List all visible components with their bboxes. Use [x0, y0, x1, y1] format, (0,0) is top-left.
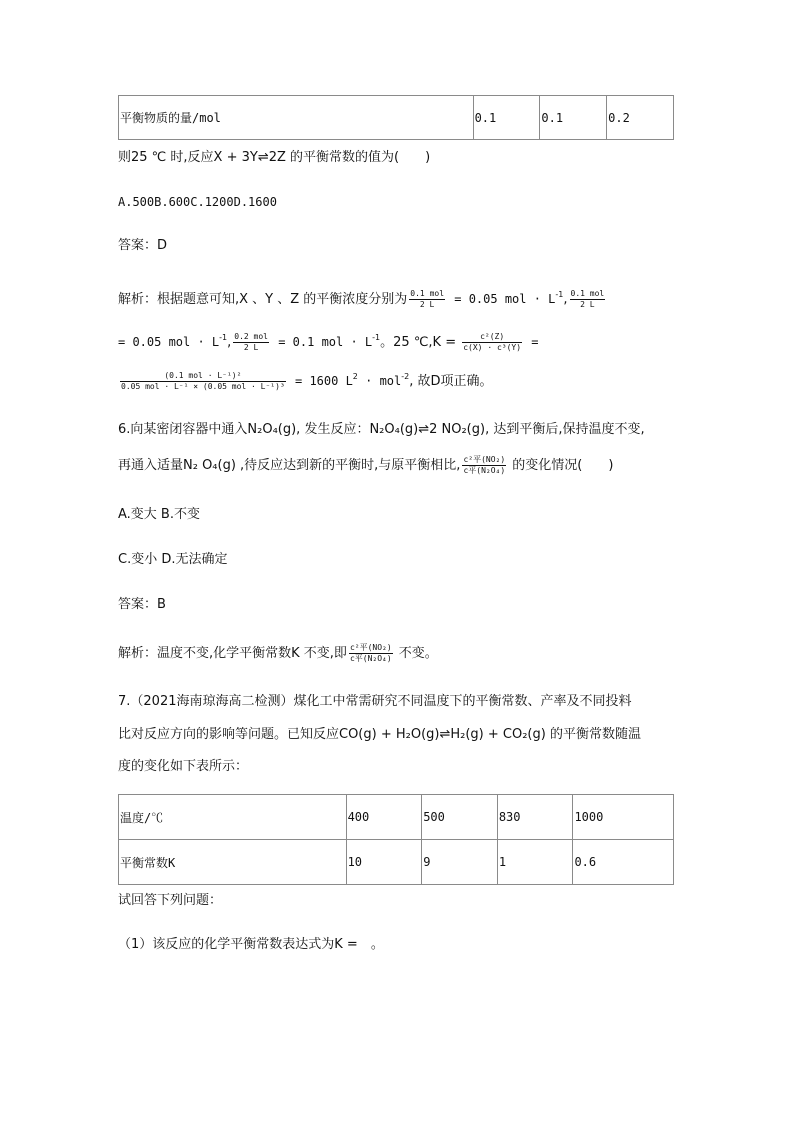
analysis-text: = 0.1 mol · L [271, 335, 373, 349]
fraction [233, 332, 269, 353]
cell-value: 0.1 [474, 110, 497, 125]
question-6-stem-line-1: 6.向某密闭容器中通入N₂O₄(g), 发生反应：N₂O₄(g)⇌2 NO₂(g), 达到平衡后,保持温度不变, [118, 422, 645, 437]
analysis-text: , [563, 292, 568, 307]
cell-value: 400 [347, 810, 370, 824]
cell-value: 0.2 [608, 110, 630, 125]
fraction [462, 332, 522, 353]
table-cell [119, 795, 347, 840]
fraction-denominator: 2 L [419, 300, 435, 309]
analysis-text: = [524, 335, 539, 349]
question-5-answer: 答案：D [118, 238, 168, 253]
fraction-denominator: c(X) · c³(Y) [463, 343, 522, 352]
table-cell [540, 96, 607, 140]
table-cell [422, 840, 498, 885]
row-label: 温度/℃ [120, 810, 164, 825]
fraction-numerator: c²(Z) [462, 332, 522, 343]
cell-value: 500 [423, 810, 445, 824]
analysis-text: = 0.05 mol · L [447, 292, 556, 306]
question-5-options: A.500B.600C.1200D.1600 [118, 195, 277, 209]
fraction-denominator: 2 L [580, 300, 595, 309]
question-5-analysis-line-2 [118, 329, 538, 353]
fraction-numerator: 0.2 mol [234, 332, 268, 341]
fraction-numerator: c²平(NO₂) [349, 643, 392, 652]
row-label: 平衡常数K [120, 855, 176, 870]
question-7-prompt: 试回答下列问题： [118, 893, 223, 908]
superscript: -1 [219, 333, 228, 342]
table-cell [573, 840, 674, 885]
analysis-text: 。25 ℃,K = [380, 335, 461, 350]
question-6-analysis [118, 643, 438, 664]
cell-value: 1000 [574, 810, 604, 824]
superscript: -2 [401, 372, 410, 381]
question-6-options-row-2: C.变小 D.无法确定 [118, 552, 228, 567]
question-7-subquestion-1: （1）该反应的化学平衡常数表达式为K = 。 [118, 937, 384, 952]
question-7-stem-line-2: 比对反应方向的影响等问题。已知反应CO(g) + H₂O(g)⇌H₂(g) + CO₂(g) 的平衡常数随温 [118, 727, 641, 742]
fraction [409, 289, 445, 310]
question-5-stem: 则25 ℃ 时,反应X + 3Y⇌2Z 的平衡常数的值为( ) [118, 150, 431, 165]
fraction-denominator: c平(N₂O₄) [463, 466, 506, 475]
question-6-stem-line-2 [118, 455, 613, 476]
row-label: 平衡物质的量/mol [120, 111, 221, 125]
table-cell [119, 96, 474, 140]
fraction-denominator: 0.05 mol · L⁻¹ × (0.05 mol · L⁻¹)³ [121, 382, 285, 391]
fraction-numerator: 0.1 mol [410, 289, 445, 298]
table-cell [346, 840, 422, 885]
analysis-text: , 故D项正确。 [409, 374, 493, 389]
fraction-numerator: 0.1 mol [570, 289, 605, 298]
cell-value: 830 [498, 810, 521, 824]
fraction-denominator: 2 L [243, 343, 259, 352]
cell-value: 1 [498, 855, 507, 869]
table-cell [119, 840, 347, 885]
question-7-stem-line-3: 度的变化如下表所示： [118, 759, 249, 774]
question-5-analysis-line-1 [118, 286, 607, 310]
table-cell [346, 795, 422, 840]
analysis-text: , [227, 335, 232, 350]
fraction [570, 289, 606, 310]
table-row [119, 96, 674, 140]
question-6-options-row-1: A.变大 B.不变 [118, 507, 200, 522]
analysis-text: 解析：根据题意可知,X 、Y 、Z 的平衡浓度分别为 [118, 292, 408, 307]
cell-value: 10 [347, 855, 363, 869]
analysis-text: = 1600 L [287, 374, 353, 388]
superscript: -1 [555, 290, 564, 299]
table-cell [607, 96, 674, 140]
question-6-answer: 答案：B [118, 597, 166, 612]
table-cell [497, 795, 573, 840]
fraction [349, 643, 393, 664]
equilibrium-amount-table [118, 95, 674, 140]
cell-value: 0.1 [541, 110, 564, 125]
table-cell [573, 795, 674, 840]
fraction [120, 371, 286, 392]
table-row [119, 840, 674, 885]
cell-value: 0.6 [574, 855, 597, 869]
table-cell [422, 795, 498, 840]
question-text: 的变化情况( ) [508, 458, 614, 473]
table-cell [497, 840, 573, 885]
cell-value: 9 [423, 855, 431, 869]
table-cell [473, 96, 540, 140]
analysis-text: 不变。 [394, 646, 438, 661]
fraction-denominator: c平(N₂O₄) [349, 654, 392, 663]
equilibrium-constant-table [118, 794, 674, 885]
question-7-stem-line-1: 7.（2021海南琼海高二检测）煤化工中常需研究不同温度下的平衡常数、产率及不同投料 [118, 694, 632, 709]
superscript: 2 [352, 372, 358, 381]
fraction [462, 455, 506, 476]
fraction-numerator: c²平(NO₂) [463, 455, 506, 464]
analysis-text: · mol [357, 374, 402, 388]
question-text: 再通入适量N₂ O₄(g) ,待反应达到新的平衡时,与原平衡相比, [118, 458, 461, 473]
analysis-text: 解析：温度不变,化学平衡常数K 不变,即 [118, 646, 347, 661]
question-5-analysis-line-3 [118, 368, 493, 392]
superscript: -1 [372, 333, 381, 342]
analysis-text: = 0.05 mol · L [118, 335, 220, 349]
table-row [119, 795, 674, 840]
fraction-numerator: (0.1 mol · L⁻¹)² [120, 371, 286, 382]
